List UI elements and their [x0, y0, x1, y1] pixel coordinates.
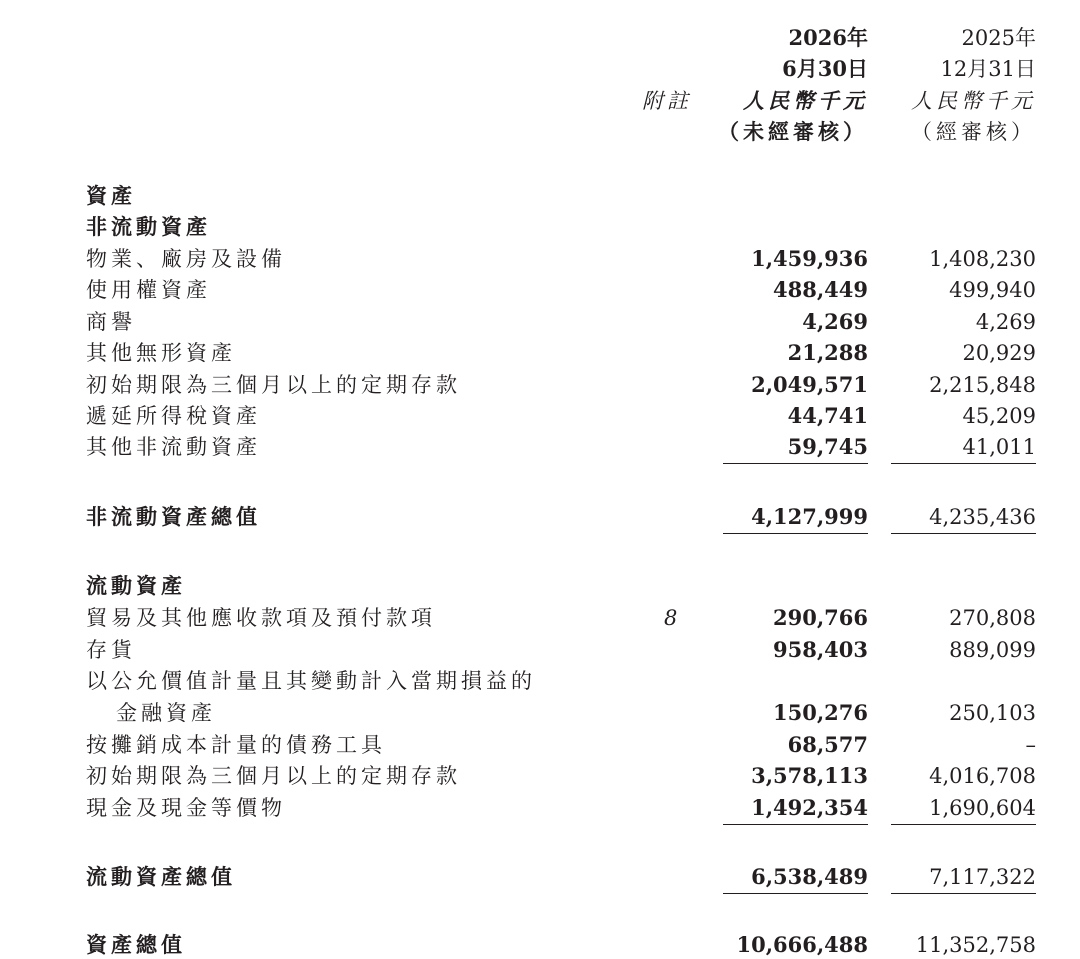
- row-label: 遞延所得稅資產: [86, 404, 261, 428]
- row-value-2026: 59,745: [787, 434, 868, 459]
- row-value-2025: 2,215,848: [929, 373, 1036, 397]
- row-value-2025: 4,016,708: [929, 764, 1036, 788]
- total-rule: [891, 893, 1036, 894]
- row-label: 初始期限為三個月以上的定期存款: [86, 764, 461, 788]
- row-value-2025: 1,408,230: [929, 247, 1036, 271]
- row-label: 其他無形資產: [86, 341, 236, 365]
- row-value-2025: 11,352,758: [915, 933, 1036, 957]
- subtotal-rule: [723, 824, 868, 825]
- row-value-2026: 1,459,936: [751, 246, 868, 271]
- row-value-2025: 889,099: [949, 638, 1036, 662]
- total-rule: [723, 533, 868, 534]
- row-label: 流動資產總值: [86, 864, 236, 889]
- row-label: 物業、廠房及設備: [86, 247, 286, 271]
- row-value-2026: 21,288: [787, 340, 868, 365]
- row-value-2025: 20,929: [962, 341, 1036, 365]
- col1-status: （未經審核）: [718, 119, 868, 144]
- row-label: 存貨: [86, 638, 136, 662]
- row-value-2026: 958,403: [773, 637, 868, 662]
- row-value-2026: 150,276: [773, 700, 868, 725]
- section-non-current-assets: 非流動資產: [86, 214, 211, 239]
- row-value-2026: 290,766: [773, 605, 868, 630]
- row-label: 現金及現金等價物: [86, 796, 286, 820]
- row-label: 以公允價值計量且其變動計入當期損益的: [86, 669, 536, 693]
- row-value-2026: 44,741: [787, 403, 868, 428]
- subtotal-rule: [723, 463, 868, 464]
- total-rule: [723, 893, 868, 894]
- row-value-2026: 4,269: [802, 309, 868, 334]
- row-value-2025: 270,808: [949, 606, 1036, 630]
- row-value-2026: 1,492,354: [751, 795, 868, 820]
- col2-date: 12月31日: [940, 57, 1036, 81]
- row-label: 非流動資產總值: [86, 504, 261, 529]
- row-value-2025: 499,940: [949, 278, 1036, 302]
- row-label: 按攤銷成本計量的債務工具: [86, 733, 386, 757]
- row-value-2026: 488,449: [773, 277, 868, 302]
- total-rule: [891, 533, 1036, 534]
- col1-date: 6月30日: [782, 56, 868, 81]
- row-value-2026: 6,538,489: [751, 864, 868, 889]
- subtotal-rule: [891, 463, 1036, 464]
- row-label: 其他非流動資產: [86, 435, 261, 459]
- col2-status: （經審核）: [911, 120, 1036, 144]
- section-assets: 資產: [86, 183, 136, 208]
- row-value-2026: 68,577: [787, 732, 868, 757]
- row-value-2025: 4,235,436: [929, 505, 1036, 529]
- row-value-2026: 4,127,999: [751, 504, 868, 529]
- row-note: 8: [664, 606, 678, 630]
- col2-year: 2025年: [961, 26, 1036, 50]
- row-value-2025: 250,103: [949, 701, 1036, 725]
- row-value-2025: 7,117,322: [929, 865, 1036, 889]
- row-value-2026: 2,049,571: [751, 372, 868, 397]
- section-current-assets: 流動資產: [86, 573, 186, 598]
- subtotal-rule: [891, 824, 1036, 825]
- row-value-2025: 41,011: [962, 435, 1036, 459]
- row-label: 使用權資產: [86, 278, 211, 302]
- row-label: 商譽: [86, 310, 136, 334]
- note-column-header: 附註: [642, 89, 692, 113]
- row-value-2026: 10,666,488: [736, 932, 868, 957]
- row-value-2025: 4,269: [975, 310, 1036, 334]
- col1-year: 2026年: [788, 25, 868, 50]
- row-value-2025: –: [1025, 733, 1036, 757]
- row-value-2025: 1,690,604: [929, 796, 1036, 820]
- row-label-continued: 金融資產: [116, 701, 216, 725]
- row-value-2026: 3,578,113: [751, 763, 868, 788]
- row-value-2025: 45,209: [962, 404, 1036, 428]
- row-label: 初始期限為三個月以上的定期存款: [86, 373, 461, 397]
- row-label: 資產總值: [86, 932, 186, 957]
- col2-unit: 人民幣千元: [911, 89, 1036, 113]
- col1-unit: 人民幣千元: [743, 88, 868, 113]
- row-label: 貿易及其他應收款項及預付款項: [86, 606, 436, 630]
